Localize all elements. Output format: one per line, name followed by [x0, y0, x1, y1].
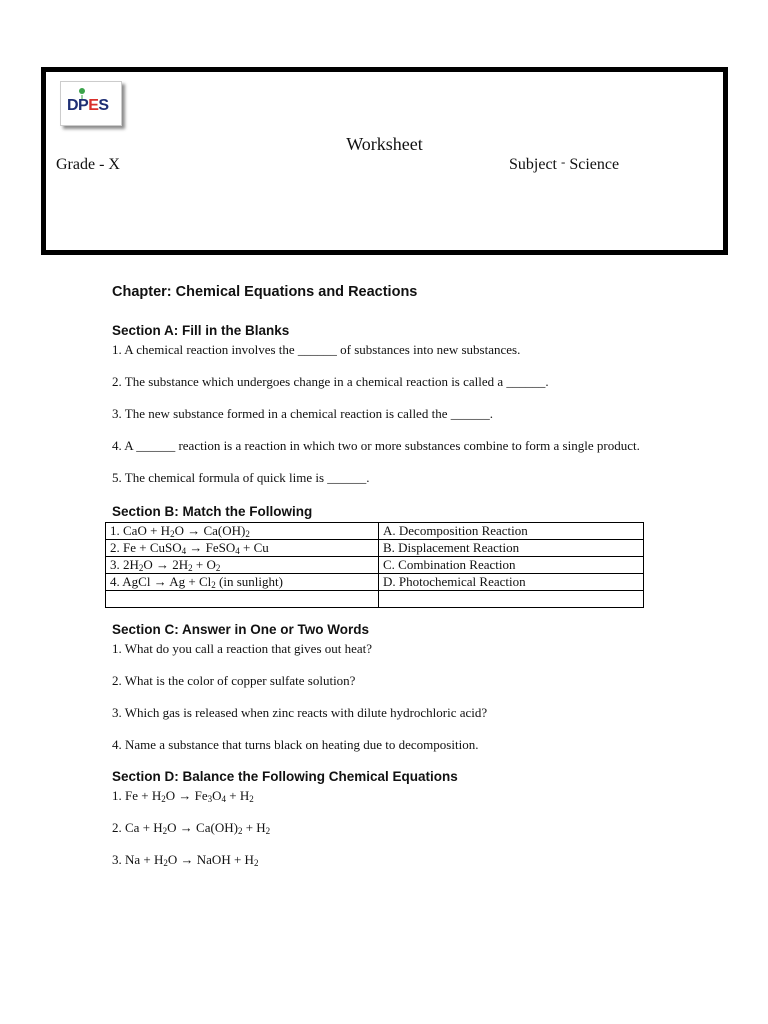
school-logo: [60, 81, 122, 126]
match-table: [105, 522, 644, 608]
worksheet-body: [112, 284, 652, 869]
match-right-b: B. Displacement Reaction: [379, 540, 644, 557]
subject-label: Subject - Science: [509, 154, 620, 173]
match-right-d: D. Photochemical Reaction: [379, 574, 644, 591]
table-row: [106, 557, 644, 574]
table-row: [106, 523, 644, 540]
table-row: [106, 540, 644, 557]
section-c-title: Section C: Answer in One or Two Words: [112, 622, 370, 637]
match-right-c: C. Combination Reaction: [379, 557, 644, 574]
grade-label: Grade - X: [56, 156, 120, 173]
equation-d1: 1. $Fe + H_2O \to Fe_3O_4 + H_2$: [112, 788, 254, 804]
question-c1: 1. What do you call a reaction that gives out heat?: [112, 641, 373, 656]
match-left-3: 3. $2H_2O \to 2H_2 + O_2$: [106, 557, 379, 574]
question-c3: 3. Which gas is released when zinc reacts with dilute hydrochloric acid?: [112, 705, 488, 720]
empty-cell: [379, 591, 644, 608]
question-a4: 4. A ______ reaction is a reaction in which two or more substances combine to form a single product.: [112, 438, 640, 453]
section-b-title: Section B: Match the Following: [112, 504, 313, 519]
match-right-a: A. Decomposition Reaction: [379, 523, 644, 540]
section-d-title: Section D: Balance the Following Chemical Equations: [112, 769, 458, 784]
question-c2: 2. What is the color of copper sulfate solution?: [112, 673, 356, 688]
question-a2: 2. The substance which undergoes change in a chemical reaction is called a ______.: [112, 374, 549, 389]
question-a5: 5. The chemical formula of quick lime is ______.: [112, 470, 370, 485]
worksheet-header: [41, 67, 728, 255]
table-row: [106, 591, 644, 608]
question-a1: 1. A chemical reaction involves the ______ of substances into new substances.: [112, 342, 521, 357]
equation-d3: 3. $Na + H_2O$ → NaOH + $H_2$: [112, 852, 259, 868]
section-a-title: Section A: Fill in the Blanks: [112, 323, 290, 338]
empty-cell: [106, 591, 379, 608]
question-c4: 4. Name a substance that turns black on heating due to decomposition.: [112, 737, 479, 752]
match-left-1: 1. CaO + $H_2O \to Ca(OH)_2$: [106, 523, 379, 540]
logo-wordmark: DPES: [67, 97, 109, 114]
match-left-2: 2. Fe + CuSO$_4$ → FeSO$_4$ + Cu: [106, 540, 379, 557]
match-left-4: 4. AgCl → $Ag + Cl_2$ (in sunlight): [106, 574, 379, 591]
equation-d2: 2. $Ca + H_2O \to Ca(OH)_2 + H_2$: [112, 820, 271, 836]
question-a3: 3. The new substance formed in a chemical reaction is called the ______.: [112, 406, 493, 421]
chapter-title: Chapter: Chemical Equations and Reactions: [112, 284, 418, 300]
table-row: [106, 574, 644, 591]
worksheet-title: Worksheet: [346, 134, 423, 154]
